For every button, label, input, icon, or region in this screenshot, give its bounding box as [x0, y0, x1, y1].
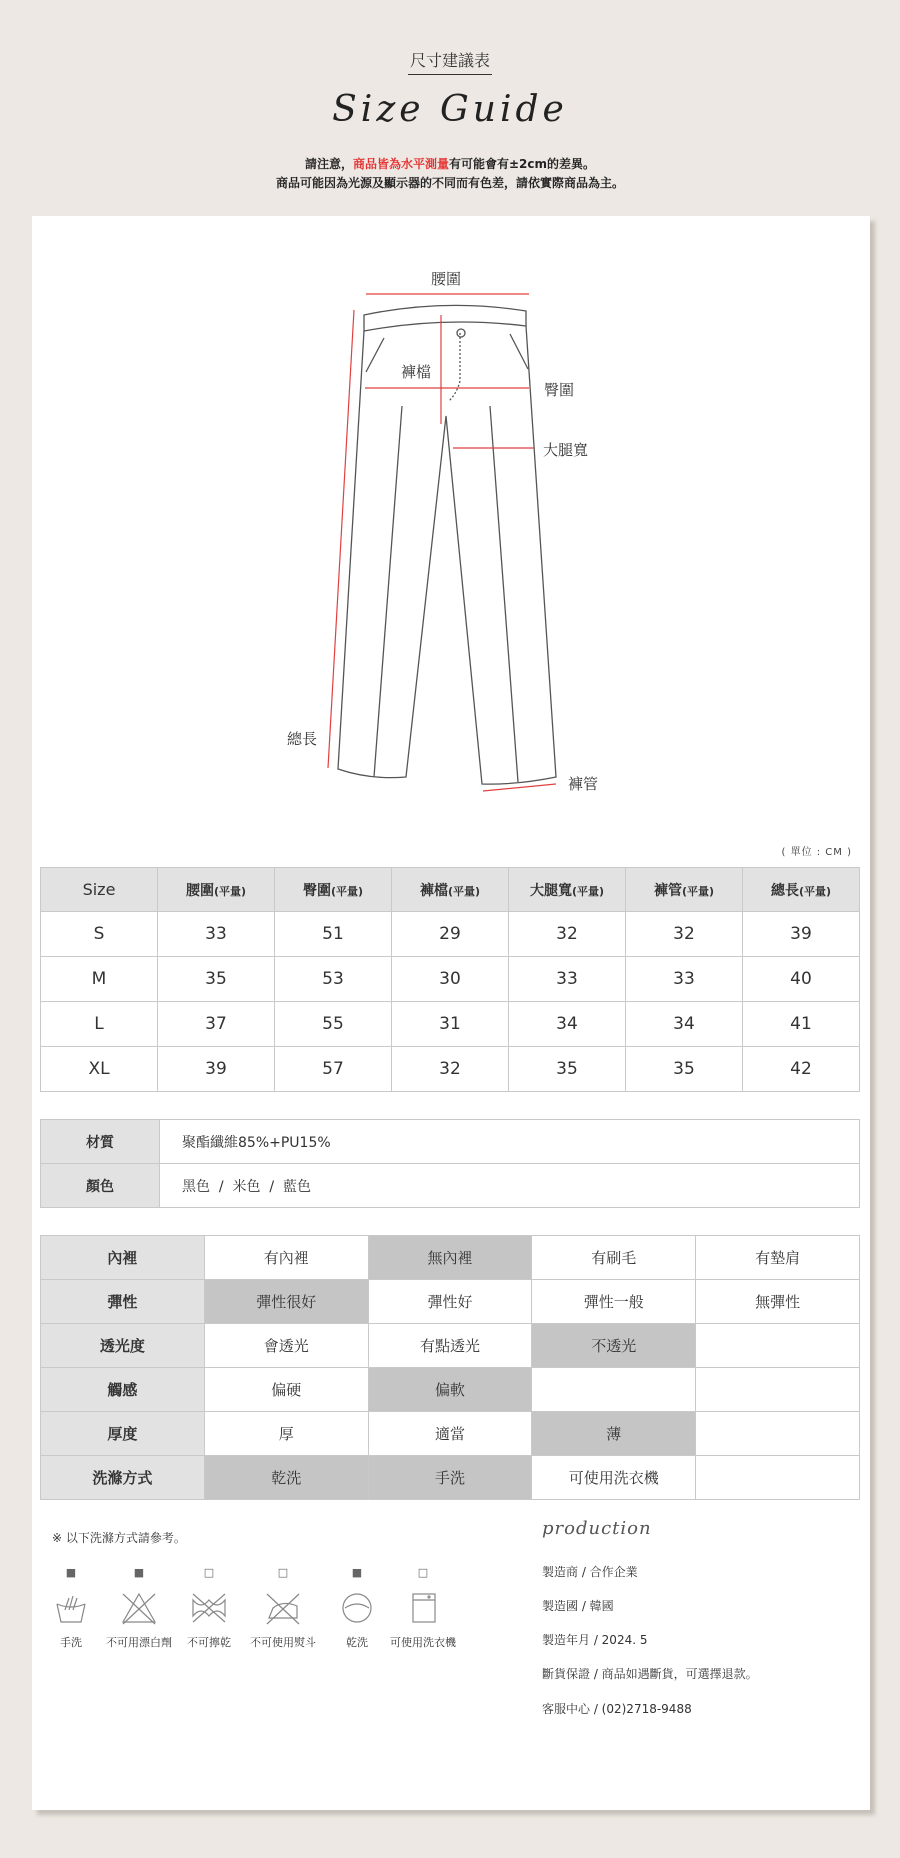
production-country: 製造國 / 韓國 — [542, 1599, 614, 1613]
notice-highlight: 商品皆為水平測量 — [352, 157, 449, 171]
cell: 39 — [158, 1047, 275, 1092]
feature-row — [41, 1412, 860, 1456]
feature-option: 手洗 — [368, 1456, 532, 1500]
unit-label: ( 單位 : CM ) — [781, 847, 852, 858]
header-size: Size — [41, 868, 158, 912]
cell: 40 — [743, 957, 860, 1002]
feature-option — [696, 1368, 860, 1412]
label-waist: 腰圍 — [431, 270, 462, 288]
color-row — [41, 1164, 860, 1208]
wash-item — [378, 1566, 468, 1650]
cell: 29 — [392, 912, 509, 957]
header-thigh: 大腿寬(平量) — [509, 868, 626, 912]
feature-row — [41, 1368, 860, 1412]
notice-post: 有可能會有±2cm的差異。 — [449, 157, 596, 171]
checked-box-icon: ■ — [133, 1566, 145, 1579]
feature-option — [696, 1324, 860, 1368]
label-length: 總長 — [287, 730, 318, 748]
production-maker: 製造商 / 合作企業 — [542, 1565, 638, 1579]
wash-label: 手洗 — [60, 1636, 82, 1649]
cell: 32 — [626, 912, 743, 957]
label-hip: 臀圍 — [544, 381, 575, 399]
feature-option: 有刷毛 — [532, 1236, 696, 1280]
notice-line2: 商品可能因為光源及顯示器的不同而有色差，請依實際商品為主。 — [275, 176, 624, 190]
cell: XL — [41, 1047, 158, 1092]
table-row — [41, 957, 860, 1002]
feature-option: 厚 — [204, 1412, 368, 1456]
cell: 35 — [626, 1047, 743, 1092]
wash-label: 可使用洗衣機 — [390, 1636, 456, 1649]
feature-option: 有內裡 — [204, 1236, 368, 1280]
cell: M — [41, 957, 158, 1002]
table-row — [41, 1002, 860, 1047]
cell: 35 — [158, 957, 275, 1002]
title-en: Size Guide — [332, 89, 568, 130]
header-rise: 褲檔(平量) — [392, 868, 509, 912]
cell: 57 — [275, 1047, 392, 1092]
table-row — [41, 912, 860, 957]
feature-option: 彈性很好 — [204, 1280, 368, 1324]
size-table — [40, 867, 860, 1092]
production-guarantee: 斷貨保證 / 商品如遇斷貨，可選擇退款。 — [542, 1667, 758, 1681]
feature-option: 會透光 — [204, 1324, 368, 1368]
unchecked-box-icon: □ — [203, 1566, 215, 1579]
notice — [0, 155, 900, 193]
feature-option: 有墊肩 — [696, 1236, 860, 1280]
header-hip: 臀圍(平量) — [275, 868, 392, 912]
feature-key: 透光度 — [41, 1324, 205, 1368]
color-key: 顏色 — [41, 1164, 160, 1208]
label-thigh: 大腿寬 — [543, 441, 589, 459]
feature-row — [41, 1280, 860, 1324]
wash-label: 不可擰乾 — [187, 1636, 231, 1649]
header-waist: 腰圍(平量) — [158, 868, 275, 912]
material-row — [41, 1120, 860, 1164]
wash-label: 不可用漂白劑 — [106, 1636, 172, 1649]
title-zh: 尺寸建議表 — [408, 48, 492, 75]
cell: 53 — [275, 957, 392, 1002]
washing-machine-icon — [378, 1590, 468, 1630]
cell: 33 — [158, 912, 275, 957]
feature-option — [696, 1412, 860, 1456]
unchecked-box-icon: □ — [277, 1566, 289, 1579]
cell: 55 — [275, 1002, 392, 1047]
cell: 32 — [392, 1047, 509, 1092]
material-value: 聚酯纖維85%+PU15% — [160, 1120, 860, 1164]
cell: 31 — [392, 1002, 509, 1047]
notice-pre: 請注意， — [304, 157, 353, 171]
production-service: 客服中心 / (02)2718-9488 — [542, 1702, 692, 1716]
feature-option — [532, 1368, 696, 1412]
material-table — [40, 1119, 860, 1208]
cell: 34 — [509, 1002, 626, 1047]
wash-note: ※ 以下洗滌方式請參考。 — [52, 1531, 186, 1545]
size-guide-card — [32, 216, 870, 1810]
cell: 33 — [509, 957, 626, 1002]
cell: 37 — [158, 1002, 275, 1047]
feature-option: 有點透光 — [368, 1324, 532, 1368]
unchecked-box-icon: □ — [417, 1566, 429, 1579]
feature-row — [41, 1236, 860, 1280]
feature-key: 觸感 — [41, 1368, 205, 1412]
cell: S — [41, 912, 158, 957]
feature-option: 偏硬 — [204, 1368, 368, 1412]
label-rise: 褲檔 — [401, 363, 432, 381]
checked-box-icon: ■ — [351, 1566, 363, 1579]
material-key: 材質 — [41, 1120, 160, 1164]
cell: 33 — [626, 957, 743, 1002]
cell: 34 — [626, 1002, 743, 1047]
feature-option: 偏軟 — [368, 1368, 532, 1412]
feature-option: 彈性好 — [368, 1280, 532, 1324]
cell: 35 — [509, 1047, 626, 1092]
feature-row — [41, 1324, 860, 1368]
wash-label: 不可使用熨斗 — [250, 1636, 316, 1649]
production-date: 製造年月 / 2024. 5 — [542, 1633, 648, 1647]
cell: 51 — [275, 912, 392, 957]
feature-row — [41, 1456, 860, 1500]
feature-option: 彈性一般 — [532, 1280, 696, 1324]
feature-option: 適當 — [368, 1412, 532, 1456]
feature-option: 無內裡 — [368, 1236, 532, 1280]
cell: 41 — [743, 1002, 860, 1047]
cell: 32 — [509, 912, 626, 957]
wash-label: 乾洗 — [346, 1636, 368, 1649]
feature-option: 乾洗 — [204, 1456, 368, 1500]
cell: 42 — [743, 1047, 860, 1092]
header-length: 總長(平量) — [743, 868, 860, 912]
feature-option: 不透光 — [532, 1324, 696, 1368]
table-row — [41, 1047, 860, 1092]
cell: L — [41, 1002, 158, 1047]
color-value: 黑色 / 米色 / 藍色 — [160, 1164, 860, 1208]
feature-option: 可使用洗衣機 — [532, 1456, 696, 1500]
cell: 39 — [743, 912, 860, 957]
feature-key: 洗滌方式 — [41, 1456, 205, 1500]
checked-box-icon: ■ — [65, 1566, 77, 1579]
cell: 30 — [392, 957, 509, 1002]
page-header — [0, 48, 900, 130]
feature-option: 薄 — [532, 1412, 696, 1456]
feature-key: 彈性 — [41, 1280, 205, 1324]
feature-table — [40, 1235, 860, 1500]
production-title: production — [542, 1518, 652, 1539]
feature-option: 無彈性 — [696, 1280, 860, 1324]
pants-diagram — [32, 216, 870, 816]
feature-key: 內裡 — [41, 1236, 205, 1280]
feature-option — [696, 1456, 860, 1500]
label-hem: 褲管 — [568, 775, 599, 793]
feature-key: 厚度 — [41, 1412, 205, 1456]
header-hem: 褲管(平量) — [626, 868, 743, 912]
size-header-row — [41, 868, 860, 912]
